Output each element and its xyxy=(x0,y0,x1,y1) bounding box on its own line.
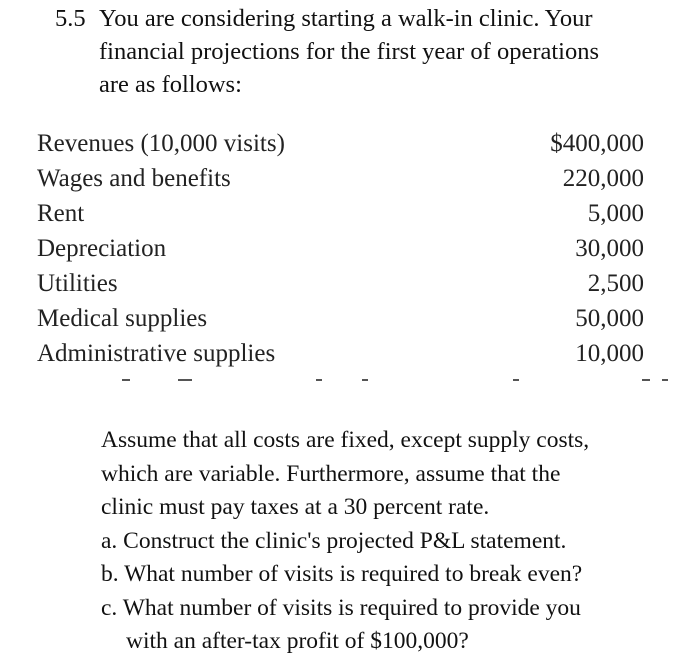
dash-mark xyxy=(513,379,519,381)
problem-body xyxy=(101,424,676,659)
row-value: 220,000 xyxy=(562,165,644,192)
question-c-continuation: with an after-tax profit of $100,000? xyxy=(126,628,469,654)
assumption-line: Assume that all costs are fixed, except supply costs, xyxy=(101,427,590,453)
dash-mark xyxy=(642,379,650,381)
assumption-line: clinic must pay taxes at a 30 percent rate. xyxy=(101,494,490,520)
problem-intro xyxy=(99,2,675,101)
question-c: c. What number of visits is required to provide you xyxy=(101,594,581,621)
projection-row-medical-supplies xyxy=(37,301,644,336)
problem-header xyxy=(55,2,675,101)
dash-mark xyxy=(178,379,192,381)
dash-mark xyxy=(362,379,368,381)
projection-row-rent xyxy=(37,196,644,231)
projection-row-depreciation xyxy=(37,231,644,266)
row-value: 30,000 xyxy=(575,235,644,262)
dash-mark xyxy=(662,379,668,381)
question-b: b. What number of visits is required to break even? xyxy=(101,561,583,587)
assumption-line: which are variable. Furthermore, assume that the xyxy=(101,460,561,487)
row-value: 10,000 xyxy=(575,340,644,367)
intro-line: financial projections for the first year of operations xyxy=(99,38,600,65)
row-label: Depreciation xyxy=(37,235,167,262)
row-label: Wages and benefits xyxy=(37,165,231,192)
dash-mark xyxy=(316,379,322,381)
financial-projections-table xyxy=(37,126,644,371)
projection-row-utilities xyxy=(37,266,644,301)
intro-line: You are considering starting a walk-in clinic. Your xyxy=(99,5,593,32)
projection-row-wages xyxy=(37,161,644,196)
row-label: Utilities xyxy=(37,270,118,297)
dash-mark xyxy=(122,379,130,381)
row-label: Administrative supplies xyxy=(37,340,276,367)
row-label: Medical supplies xyxy=(37,305,208,332)
projection-row-administrative-supplies xyxy=(37,336,644,371)
question-a: a. Construct the clinic's projected P&L statement. xyxy=(101,527,567,554)
problem-number: 5.5 xyxy=(55,5,86,32)
row-label: Revenues (10,000 visits) xyxy=(37,130,285,157)
row-value: 2,500 xyxy=(587,270,644,297)
row-value: 50,000 xyxy=(575,305,644,332)
projection-row-revenues xyxy=(37,126,644,161)
row-value: $400,000 xyxy=(550,130,644,157)
scan-artifact-marks xyxy=(0,372,700,386)
intro-line: are as follows: xyxy=(99,71,242,98)
row-value: 5,000 xyxy=(587,200,644,227)
row-label: Rent xyxy=(37,200,85,227)
